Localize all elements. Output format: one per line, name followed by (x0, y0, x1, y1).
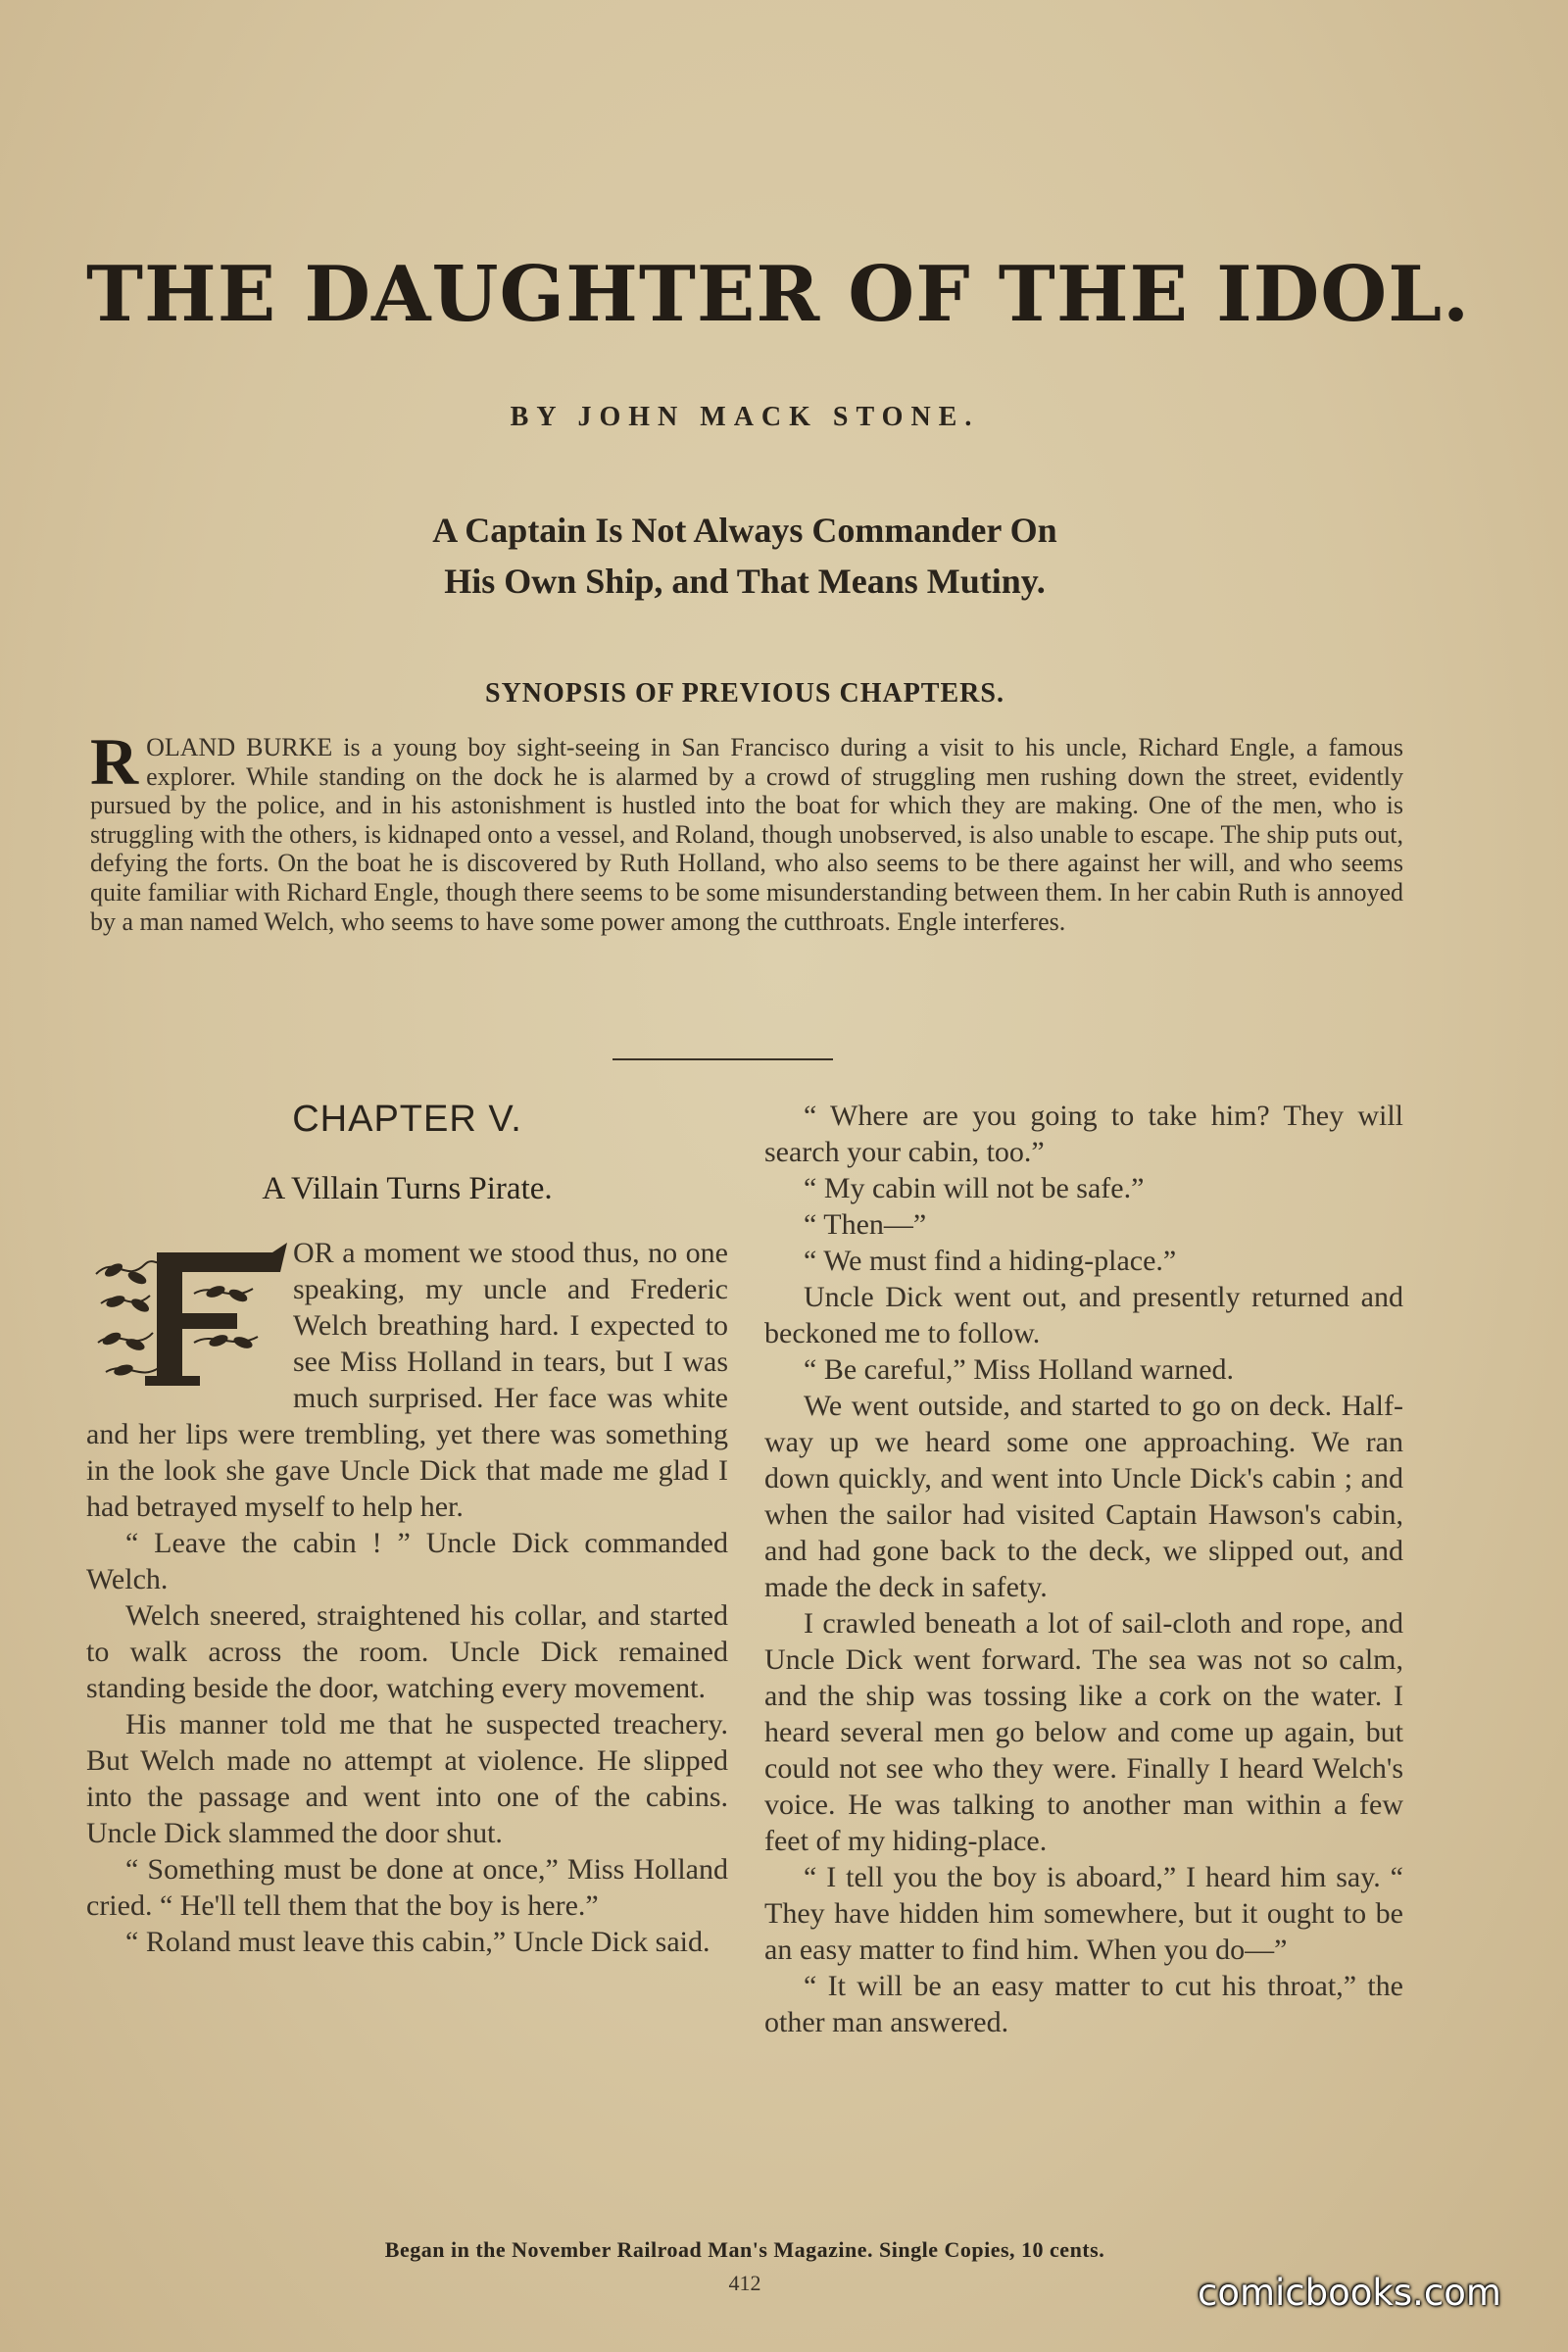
body-paragraph: “ It will be an easy matter to cut his throat,” the other man answered. (764, 1970, 1403, 2038)
body-paragraph: “ Something must be done at once,” Miss Holland cried. “ He'll tell them that the boy is here.” (86, 1853, 728, 1922)
body-paragraph: “ Then—” (804, 1208, 927, 1241)
body-paragraph: “ Roland must leave this cabin,” Uncle Dick said. (125, 1926, 710, 1958)
body-paragraph: Uncle Dick went out, and presently returned and beckoned me to follow. (764, 1281, 1403, 1349)
left-column (86, 1098, 728, 1960)
body-paragraph: I crawled beneath a lot of sail-cloth and rope, and Uncle Dick went forward. The sea was not so calm, and the ship was tossing like a cork on the water. I heard several men go below and come up again, but could not see who they were. Finally I heard Welch's voice. He was talking to another man within a few feet of my hiding-place. (764, 1607, 1403, 1857)
right-column (764, 1098, 1403, 2040)
story-subtitle (0, 505, 1490, 607)
synopsis-text: OLAND BURKE is a young boy sight-seeing in San Francisco during a visit to his uncle, Richard Engle, a famous explorer. While standing on the dock he is alarmed by a crowd of struggling men rushing down the street, evidently pursued by the police, and in his astonishment is hustled into the boat for which they are making. One of the men, who is struggling with the others, is kidnaped onto a vessel, and Roland, though unobserved, is also unable to escape. The ship puts out, defying the forts. On the boat he is discovered by Ruth Holland, who also seems to be there against her will, and who seems quite familiar with Richard Engle, though there seems to be some misunderstanding between them. In her cabin Ruth is annoyed by a man named Welch, who seems to have some power among the cutthroats. Engle interferes. (90, 733, 1403, 936)
ornamental-initial-icon (86, 1235, 287, 1401)
body-paragraph: “ Where are you going to take him? They will search your cabin, too.” (764, 1100, 1403, 1168)
body-paragraph: “ My cabin will not be safe.” (804, 1172, 1145, 1204)
body-paragraph: “ Leave the cabin ! ” Uncle Dick commanded Welch. (86, 1527, 728, 1595)
body-paragraph: His manner told me that he suspected treachery. But Welch made no attempt at violence. He slipped into the passage and went into one of the cabins. Uncle Dick slammed the door shut. (86, 1708, 728, 1849)
chapter-number: CHAPTER V. (292, 1099, 522, 1140)
body-paragraph: We went outside, and started to go on deck. Half-way up we heard some one approaching. We ran down quickly, and went into Uncle Dick's cabin ; and when the sailor had visited Captain Hawson's cabin, and had gone back to the deck, we slipped out, and made the deck in safety. (764, 1390, 1403, 1603)
synopsis-heading: SYNOPSIS OF PREVIOUS CHAPTERS. (485, 678, 1004, 709)
footer-note: Began in the November Railroad Man's Magazine. Single Copies, 10 cents. (384, 2237, 1105, 2262)
watermark: comicbooks.com (1198, 2272, 1501, 2314)
author-byline: BY JOHN MACK STONE. (510, 402, 980, 432)
chapter-title: A Villain Turns Pirate. (262, 1171, 553, 1206)
section-divider (612, 1058, 833, 1060)
subtitle-line-1: A Captain Is Not Always Commander On (432, 511, 1057, 550)
page-number: 412 (728, 2271, 761, 2295)
synopsis-dropcap: R (90, 724, 139, 799)
synopsis-paragraph (90, 724, 1403, 936)
body-paragraph: “ We must find a hiding-place.” (804, 1245, 1177, 1277)
body-paragraph: “ Be careful,” Miss Holland warned. (804, 1353, 1235, 1386)
body-paragraph: “ I tell you the boy is aboard,” I heard him say. “ They have hidden him somewhere, but it ought to be an easy matter to find him. When you do—” (764, 1861, 1403, 1966)
body-paragraph: Welch sneered, straightened his collar, and started to walk across the room. Uncle Dick remained standing beside the door, watching every movement. (86, 1599, 728, 1704)
story-title: THE DAUGHTER OF THE IDOL. (86, 250, 1471, 339)
body-paragraph: OR a moment we stood thus, no one speaking, my uncle and Frederic Welch breathing hard. I expected to see Miss Holland in tears, but I was much surprised. Her face was white and her lips were trembling, yet there was something in the look she gave Uncle Dick that made me glad I had betrayed myself to help her. (86, 1237, 728, 1523)
subtitle-line-2: His Own Ship, and That Means Mutiny. (444, 562, 1046, 601)
